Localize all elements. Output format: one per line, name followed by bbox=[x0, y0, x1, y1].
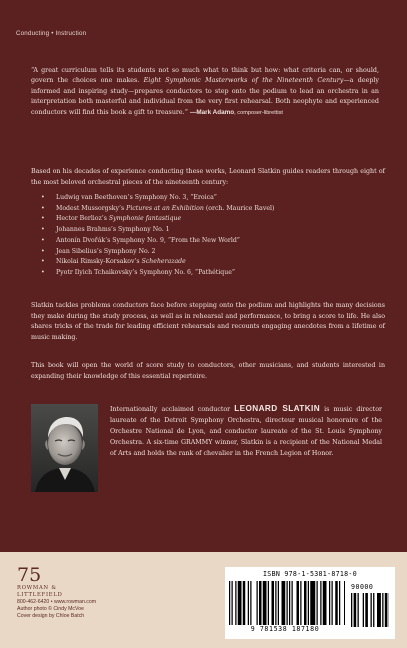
barcode-bar bbox=[268, 581, 269, 625]
barcode-bar bbox=[373, 593, 374, 627]
barcode-bar bbox=[320, 581, 321, 625]
barcode-number: 9 781538 187180 bbox=[250, 625, 320, 633]
author-bio bbox=[110, 404, 382, 460]
barcode-bar bbox=[243, 581, 246, 625]
price-code: 90000 bbox=[351, 583, 374, 591]
barcode-bar bbox=[275, 581, 276, 625]
barcode-bar bbox=[300, 581, 301, 625]
endorsement-quote bbox=[31, 66, 379, 118]
quote-text-start: “A great curriculum tells its students not so much what to think but how: what criteria can, or should, govern the choices one makes. bbox=[31, 67, 379, 85]
description-paragraph: Slatkin tackles problems conductors face before stepping onto the podium and highlights the many decisions they make during the study process, as well as in rehearsal and performance, to bring a score to life. He also shares tricks of the trade for leading efficient rehearsals and recounts engaging anecdotes from a lifetime of music making. bbox=[31, 302, 385, 341]
bio-text: is music director laureate of the Detroit Symphony Orchestra, directeur musical honoraire of the Orchestre National de Lyon, and conductor laureate of the St. Louis Symphony Orchestra. A six-time GRAMMY winner, Slatkin is a recipient of the National Medal of Arts and holds the rank of chevalier in the French Legion of Honor. bbox=[110, 406, 382, 457]
barcode-bar bbox=[339, 581, 340, 625]
barcode-bar bbox=[263, 581, 267, 625]
barcode-bar bbox=[371, 593, 372, 627]
barcode-bar bbox=[354, 593, 357, 627]
list-item: • Johannes Brahms’s Symphony No. 1 bbox=[41, 225, 274, 236]
barcode-bar bbox=[232, 581, 233, 625]
barcode-bar bbox=[332, 581, 333, 625]
barcode-bar bbox=[377, 593, 381, 627]
quote-book-title: Eight Symphonic Masterworks of the Nineteenth Century bbox=[143, 77, 344, 85]
list-item: • Jean Sibelius’s Symphony No. 2 bbox=[41, 247, 274, 258]
bullet: • bbox=[41, 204, 45, 212]
ean-barcode bbox=[229, 581, 345, 625]
barcode-bar bbox=[297, 581, 300, 625]
category-label: Conducting • Instruction bbox=[16, 30, 87, 37]
attribution-name: —Mark Adamo bbox=[189, 108, 235, 116]
barcode-bar bbox=[272, 581, 275, 625]
list-item: • Nikolai Rimsky-Korsakov’s Scheherazade bbox=[41, 257, 274, 268]
bullet: • bbox=[41, 226, 45, 234]
photo-credit: Author photo © Cindy McVoe bbox=[17, 605, 84, 612]
publisher-logo-line1: ROWMAN & bbox=[17, 585, 57, 591]
price-barcode bbox=[351, 593, 389, 627]
barcode-bar bbox=[308, 581, 309, 625]
publisher-contact: 800-462-6420 • www.rowman.com bbox=[17, 598, 97, 605]
barcode-bar bbox=[248, 581, 249, 625]
bullet: • bbox=[41, 215, 45, 223]
barcode-bar bbox=[292, 581, 293, 625]
cover-credit: Cover design by Chloe Batch bbox=[17, 612, 85, 619]
barcode-bar bbox=[257, 581, 258, 625]
barcode-bar bbox=[289, 581, 290, 625]
author-name: LEONARD SLATKIN bbox=[234, 404, 321, 413]
barcode-bar bbox=[365, 593, 368, 627]
barcode-bar bbox=[282, 581, 286, 625]
barcode-bar bbox=[238, 581, 242, 625]
barcode-bar bbox=[323, 581, 327, 625]
barcode-bar bbox=[363, 593, 364, 627]
bullet: • bbox=[41, 236, 45, 244]
isbn-text: ISBN 978-1-5381-8718-0 bbox=[263, 570, 357, 578]
works-list bbox=[41, 193, 274, 279]
barcode-bar bbox=[317, 581, 318, 625]
barcode-bar bbox=[335, 581, 338, 625]
bullet: • bbox=[41, 268, 45, 276]
barcode-bar bbox=[344, 581, 345, 625]
bullet: • bbox=[41, 247, 45, 255]
author-photo bbox=[31, 404, 98, 492]
barcode-bar bbox=[259, 581, 262, 625]
attribution-role: , composer-librettist bbox=[234, 109, 283, 116]
barcode-bar bbox=[358, 593, 359, 627]
bullet: • bbox=[41, 194, 45, 201]
barcode-bar bbox=[287, 581, 288, 625]
publisher-logo-line2: LITTLEFIELD bbox=[17, 591, 63, 598]
publisher-logo-75: 75 bbox=[17, 564, 42, 586]
list-item: • Modest Mussorgsky’s Pictures at an Exhibition (orch. Maurice Ravel) bbox=[41, 204, 274, 215]
barcode-bar bbox=[235, 581, 236, 625]
barcode-bar bbox=[385, 593, 388, 627]
barcode-bar bbox=[250, 581, 251, 625]
intro-paragraph: Based on his decades of experience conducting these works, Leonard Slatkin guides readers through eight of the most beloved orchestral pieces of the nineteenth century: bbox=[31, 168, 385, 186]
barcode-panel bbox=[225, 567, 395, 639]
barcode-bar bbox=[329, 581, 330, 625]
barcode-bar bbox=[278, 581, 279, 625]
list-item: • Ludwig van Beethoven’s Symphony No. 3, “Eroica” bbox=[41, 193, 274, 204]
list-item: • Hector Berlioz’s Symphonie fantastique bbox=[41, 214, 274, 225]
publisher-block bbox=[17, 566, 96, 620]
list-item: • Pyotr Ilyich Tchaikovsky’s Symphony No. 6, “Pathétique” bbox=[41, 268, 274, 279]
barcode-bar bbox=[304, 581, 307, 625]
barcode-bar bbox=[351, 593, 352, 627]
barcode-bar bbox=[310, 581, 315, 625]
author-portrait-image bbox=[31, 404, 98, 492]
quote-text-end: —a deeply informed and inspiring study—prepares conductors to step onto the podium to lead an orchestra in an interpretation both masterful and individual from the very first rehearsal. Both neophyte and experienced conductors will find this book a gift to treasure.” bbox=[31, 77, 379, 116]
bullet: • bbox=[41, 258, 45, 266]
barcode-bar bbox=[229, 581, 230, 625]
list-item: • Antonín Dvořák’s Symphony No. 9, “From the New World” bbox=[41, 236, 274, 247]
audience-paragraph: This book will open the world of score study to conductors, other musicians, and students interested in expanding their knowledge of this essential repertoire. bbox=[31, 362, 385, 380]
bio-lead: Internationally acclaimed conductor bbox=[110, 406, 235, 413]
barcode-bar bbox=[382, 593, 383, 627]
quote-attribution bbox=[190, 109, 283, 116]
